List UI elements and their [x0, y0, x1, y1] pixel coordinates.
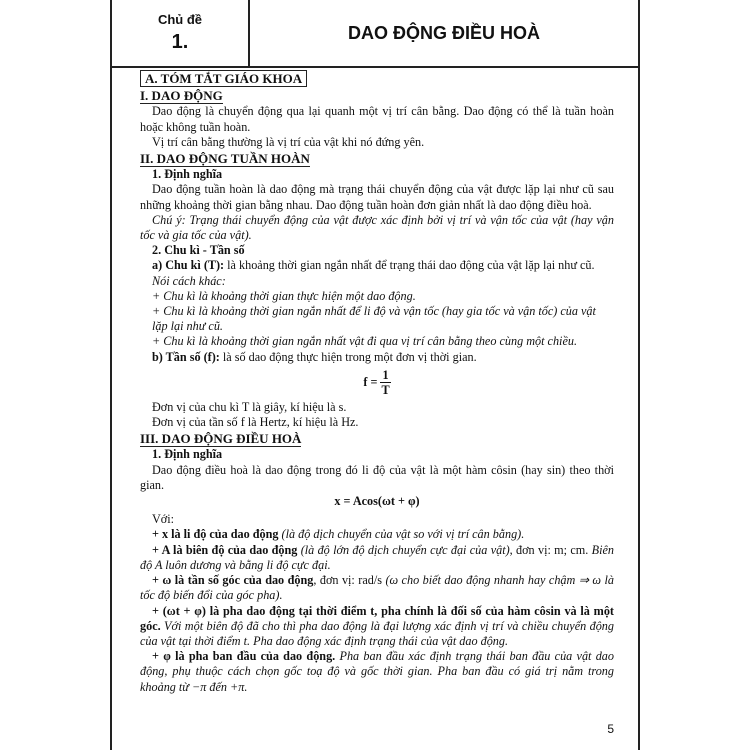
subheading: 2. Chu kì - Tần số [152, 243, 245, 258]
definition-frequency: b) Tần số (f): là số dao động thực hiện trong một đơn vị thời gian. [152, 349, 477, 364]
paragraph: Đơn vị của chu kì T là giây, kí hiệu là s. [152, 399, 347, 414]
paragraph: Dao động là chuyển động qua lại quanh một vị trí cân bằng. Dao động có thể là tuần hoàn hoặc không tuần hoàn. [140, 104, 614, 134]
chapter-number: 1. [171, 31, 189, 53]
section-a-heading: A. TÓM TẮT GIÁO KHOA [140, 70, 307, 87]
paragraph: Với: [152, 512, 175, 527]
bullet: + (ωt + φ) là pha dao động tại thời điểm t, pha chính là đối số của hàm côsin và là một góc. Với một biên độ đã cho thì pha dao động là đại lượng xác định vị trí và chiều chuyển động của vật tại thời điểm t. Pha dao động xác định trạng thái của vật dao động. [140, 603, 614, 648]
paragraph: Dao động điều hoà là dao động trong đó li độ của vật là một hàm côsin (hay sin) theo thời gian. [140, 462, 614, 492]
subheading: 1. Định nghĩa [152, 447, 223, 462]
harmonic-formula: x = Acos(ωt + φ) [334, 494, 420, 509]
chapter-title: DAO ĐỘNG ĐIỀU HOÀ [347, 22, 540, 43]
frequency-formula: f = $\frac{1}{T}$ [363, 367, 390, 397]
alt-heading: Nói cách khác: [152, 273, 226, 288]
definition-period: a) Chu kì (T): là khoảng thời gian ngắn nhất để trạng thái dao động của vật lặp lại như cũ. [152, 258, 595, 273]
paragraph: Dao động tuần hoàn là dao động mà trạng thái chuyển động của vật được lặp lại như cũ sau những khoảng thời gian bằng nhau. Dao động tuần hoàn đơn giản nhất là dao động điều hoà. [140, 182, 614, 212]
section-1-heading: I. DAO ĐỘNG [140, 88, 223, 104]
section-2-heading: II. DAO ĐỘNG TUẦN HOÀN [140, 151, 310, 167]
paragraph: Đơn vị của tần số f là Hertz, kí hiệu là Hz. [152, 415, 359, 430]
bullet: + Chu kì là khoảng thời gian ngắn nhất vật đi qua vị trí cân bằng theo cùng một chiều. [152, 334, 577, 349]
chapter-header [112, 0, 638, 68]
subheading: 1. Định nghĩa [152, 167, 223, 182]
fraction: $\frac{1}{T}$ [381, 367, 390, 397]
book-page [110, 0, 640, 750]
page-number: 5 [607, 722, 614, 736]
chapter-label-box [112, 0, 250, 66]
note: Chú ý: Trạng thái chuyển động của vật được xác định bởi vị trí và vận tốc của vật (hay vận tốc và gia tốc của vật). [140, 212, 614, 243]
bullet: + Chu kì là khoảng thời gian thực hiện một dao động. [152, 288, 416, 303]
section-3-heading: III. DAO ĐỘNG ĐIỀU HOÀ [140, 431, 302, 447]
bullet: + x là li độ của dao động (là độ dịch chuyển của vật so với vị trí cân bằng). [152, 527, 525, 542]
chapter-label: Chủ đề [157, 12, 203, 27]
bullet: + φ là pha ban đầu của dao động. Pha ban đầu xác định trạng thái ban đầu của vật dao động, phụ thuộc cách chọn gốc toạ độ và gốc thời gian. Pha ban đầu có giá trị nằm trong khoảng từ −π đến +π. [140, 649, 614, 694]
page-content [140, 68, 614, 695]
bullet: + ω là tần số góc của dao động, đơn vị: rad/s (ω cho biết dao động nhanh hay chậm ⇒ ω là tốc độ biến đổi của góc pha). [140, 573, 614, 603]
paragraph: Vị trí cân bằng thường là vị trí của vật khi nó đứng yên. [152, 134, 425, 149]
bullet: + A là biên độ của dao động (là độ lớn độ dịch chuyển cực đại của vật), đơn vị: m; cm. Biên độ A luôn dương và bằng li độ cực đại. [140, 542, 614, 572]
bullet: + Chu kì là khoảng thời gian ngắn nhất để li độ và vận tốc (hay gia tốc và vận tốc) của vật lặp lại như cũ. [152, 304, 596, 334]
